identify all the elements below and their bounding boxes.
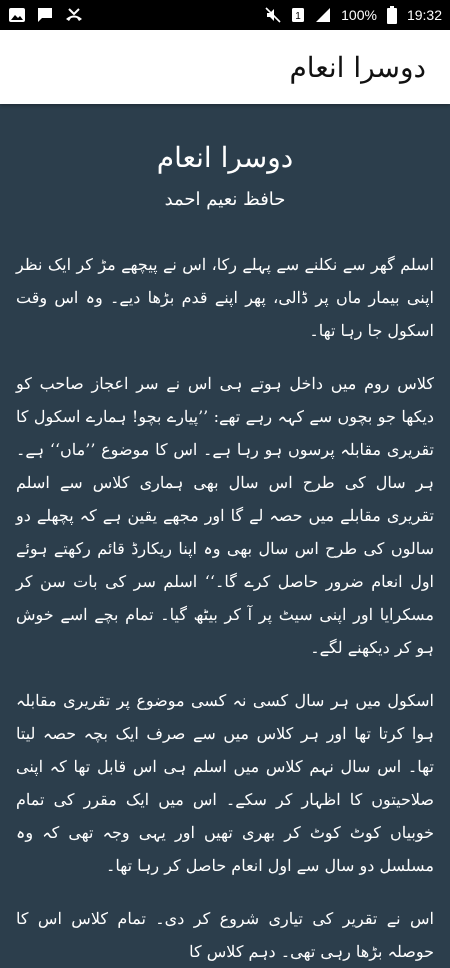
sim-icon [291, 7, 305, 23]
app-bar [0, 30, 450, 104]
paragraph: کلاس روم میں داخل ہوتے ہی اس نے سر اعجاز صاحب کو دیکھا جو بچوں سے کہہ رہے تھے: ’’پیارے بچو! ہمارے اسکول کا تقریری مقابلہ پرسوں ہو رہا ہے۔ اس کا موضوع ’’ماں‘‘ ہے۔ ہر سال کی طرح اس سال بھی ہماری کلاس سے اسلم تقریری مقابلے میں حصہ لے گا اور مجھے یقین ہے کہ پچھلے دو سالوں کی طرح اس سال بھی وہ اپنا ریکارڈ قائم رکھتے ہوئے اول انعام ضرور حاصل کرے گا۔‘‘ اسلم سر کی بات سن کر مسکرایا اور اپنی سیٹ پر آ کر بیٹھ گیا۔ تمام بچے اسے خوش ہو کر دیکھنے لگے۔ [16, 374, 434, 657]
status-bar-system [265, 6, 442, 24]
article-author: حافظ نعیم احمد [164, 189, 286, 210]
app-bar-title: دوسرا انعام [289, 50, 426, 84]
message-icon [36, 6, 54, 24]
paragraph: اس نے تقریر کی تیاری شروع کر دی۔ تمام کلاس اس کا حوصلہ بڑھا رہی تھی۔ دہم کلاس کا [16, 909, 434, 961]
status-bar-notifications [8, 6, 84, 24]
battery-icon [387, 6, 397, 24]
sim-badge-text: 1 [295, 11, 301, 22]
clock: 19:32 [406, 7, 442, 23]
article-body [16, 248, 434, 968]
article-title: دوسرا انعام [156, 141, 294, 174]
status-bar [0, 0, 450, 30]
missed-call-icon [64, 6, 84, 24]
signal-icon [315, 7, 331, 23]
paragraph: اسکول میں ہر سال کسی نہ کسی موضوع پر تقریری مقابلہ ہوا کرتا تھا اور ہر کلاس میں سے صرف ایک بچہ حصہ لیتا تھا۔ اس سال نہم کلاس میں اسلم ہی اس قابل تھا کہ اپنی صلاحیتوں کا اظہار کر سکے۔ اس میں ایک مقرر کی تمام خوبیاں کوٹ کوٹ کر بھری تھیں اور یہی وجہ تھی کہ وہ مسلسل دو سال سے اول انعام حاصل کر رہا تھا۔ [16, 691, 434, 875]
battery-percentage: 100% [341, 7, 377, 23]
article-content[interactable] [0, 104, 450, 961]
gallery-icon [8, 6, 26, 24]
mute-icon [265, 7, 281, 23]
paragraph: اسلم گھر سے نکلنے سے پہلے رکا، اس نے پیچھے مڑ کر ایک نظر اپنی بیمار ماں پر ڈالی، پھر اپنے قدم بڑھا دیے۔ وہ اس وقت اسکول جا رہا تھا۔ [16, 255, 434, 340]
